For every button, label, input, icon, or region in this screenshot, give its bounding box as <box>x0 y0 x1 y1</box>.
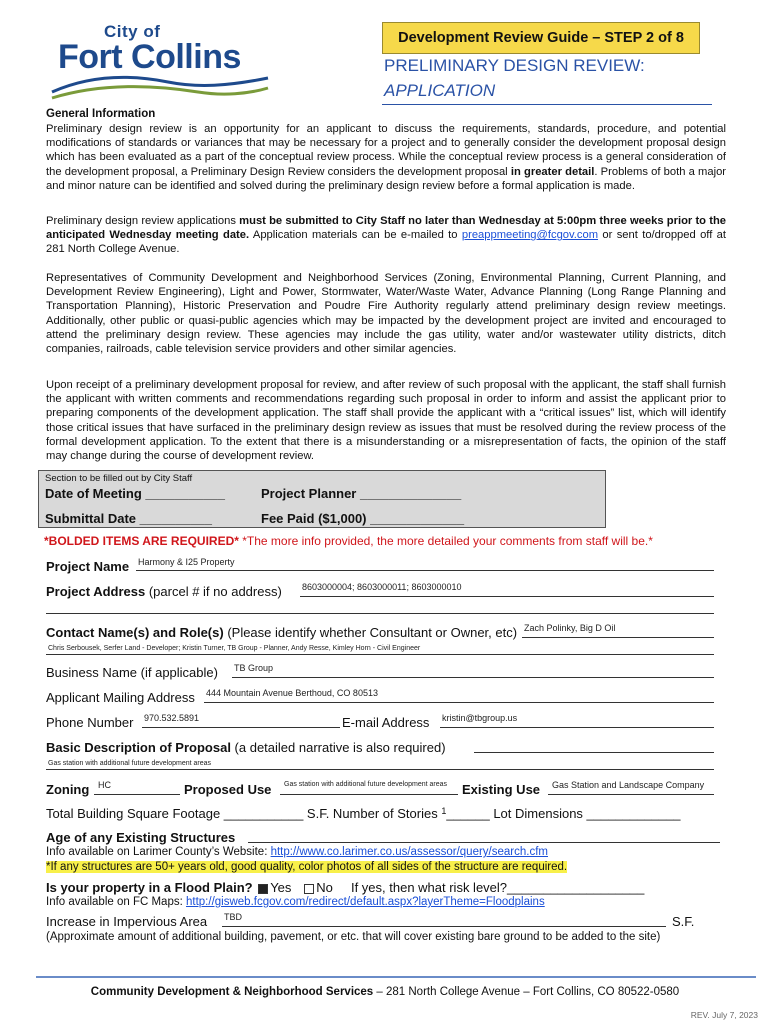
page-title: PRELIMINARY DESIGN REVIEW: <box>384 56 645 75</box>
basic-description-label: Basic Description of Proposal (a detailed narrative is also required) <box>46 740 446 755</box>
zoning-line <box>94 794 180 795</box>
email-line <box>440 727 714 728</box>
staff-note: Section to be filled out by City Staff <box>45 473 193 484</box>
project-name-line <box>136 570 714 571</box>
revision-date: REV. July 7, 2023 <box>690 1010 758 1020</box>
contact-input[interactable]: Zach Polinky, Big D Oil <box>524 623 616 633</box>
impervious-input[interactable]: TBD <box>224 912 242 922</box>
flood-risk-field[interactable]: If yes, then what risk level?___________________ <box>350 880 645 895</box>
project-address-input[interactable]: 8603000004; 8603000011; 8603000010 <box>302 582 462 592</box>
zoning-label: Zoning <box>46 782 90 797</box>
staff-section <box>38 470 606 528</box>
impervious-unit: S.F. <box>672 914 695 929</box>
proposed-use-line <box>280 794 458 795</box>
business-line <box>232 677 714 678</box>
contact-line-2 <box>46 654 714 655</box>
project-address-line-2 <box>46 613 714 614</box>
footer-address: Community Development & Neighborhood Services – 281 North College Avenue – Fort Collins, CO 80522-0580 <box>90 986 680 998</box>
preapp-email-link[interactable]: preappmeeting@fcgov.com <box>461 229 599 242</box>
project-address-label: Project Address (parcel # if no address) <box>46 584 282 599</box>
existing-use-line <box>548 794 714 795</box>
paragraph-intro: Preliminary design review is an opportunity for an applicant to discuss the requirements, standards, procedure, and potential modifications of standards or variances that may be necessary for a project and to generally consider the development proposal design which has been evaluated as a part of the conceptual review process. While the conceptual review process is a general consideration of the development proposal, a Preliminary Design Review considers the development proposal in greater detail. Problems of both a major and minor nature can be identified and solved during the preliminary design review before a formal application is made. <box>46 123 727 192</box>
email-label: E-mail Address <box>342 715 430 730</box>
paragraph-submission: Preliminary design review applications must be submitted to City Staff no later than Wednesday at 5:00pm three weeks prior to the anticipated Wednesday meeting date. Application materials can be e-mailed to preappmeeting@fcgov.com or sent to/dropped off at 281 North College Avenue. <box>46 215 727 256</box>
basic-description-line <box>474 752 714 753</box>
age-label: Age of any Existing Structures <box>46 830 236 845</box>
fcmaps-link[interactable]: http://gisweb.fcgov.com/redirect/default.aspx?layerTheme=Floodplains <box>186 896 545 908</box>
paragraph-representatives: Representatives of Community Development and Neighborhood Services (Zoning, Environmental Planning, Current Planning, and Development Review Engineering), Light and Power, Stormwater, Water/Waste Water, Advance Planning (Long Range Planning and Transportation Planning), Historic Preservation and Poudre Fire Authority regularly attend preliminary design review meetings. Additionally, other public or quasi-public agencies which may be impacted by the development project are invited and encouraged to attend the preliminary design review. These agencies may include the gas utility, water and/or wastewater utility districts, ditch companies, railroads, cable television service providers and other similar agencies. <box>46 272 726 356</box>
mountain-swoosh-icon <box>48 70 273 100</box>
step-badge: Development Review Guide – STEP 2 of 8 <box>382 22 700 54</box>
flood-no-checkbox[interactable] <box>304 884 314 894</box>
paragraph-review-process: Upon receipt of a preliminary development proposal for review, and after review of such proposal with the applicant, the staff shall furnish the applicant with written comments and recommendations regarding such proposal in order to inform and assist the applicant prior to preparing components of the development application. The staff shall provide the applicant with a “critical issues” list, which will identify those critical issues that have surfaced in the preliminary design review as issues that must be resolved during the review process of the formal development application. To the extent that there is a misunderstanding or a misrepresentation of facts, the opinion of the staff may change during the course of development review. <box>46 379 726 463</box>
mailing-label: Applicant Mailing Address <box>46 690 195 705</box>
logo-city-of: City of <box>104 22 161 41</box>
existing-use-label: Existing Use <box>462 782 541 797</box>
proposed-use-input[interactable]: Gas station with additional future development areas <box>284 781 448 788</box>
email-input[interactable]: kristin@tbgroup.us <box>442 713 518 723</box>
impervious-line <box>222 926 666 927</box>
basic-description-line-2 <box>46 769 714 770</box>
project-address-line <box>300 596 714 597</box>
stories-input[interactable]: 1 <box>441 806 447 816</box>
required-notice: *BOLDED ITEMS ARE REQUIRED* *The more info provided, the more detailed your comments from staff will be.* <box>44 534 653 548</box>
flood-no-label: No <box>316 880 333 895</box>
flood-plain-row: Is your property in a Flood Plain? Yes No If yes, then what risk level?___________________ <box>46 880 645 895</box>
general-info-heading: General Information <box>46 108 156 120</box>
submittal-date-field[interactable]: Submittal Date __________ <box>45 511 212 526</box>
logo-fort-collins: Fort Collins <box>58 38 241 76</box>
phone-line <box>142 727 340 728</box>
date-of-meeting-field[interactable]: Date of Meeting ___________ <box>45 486 225 501</box>
proposed-use-label: Proposed Use <box>184 782 272 797</box>
business-label: Business Name (if applicable) <box>46 665 218 680</box>
photos-note: *If any structures are 50+ years old, good quality, color photos of all sides of the structure are required. <box>46 861 568 873</box>
phone-label: Phone Number <box>46 715 134 730</box>
larimer-link[interactable]: http://www.co.larimer.co.us/assessor/query/search.cfm <box>270 846 548 858</box>
impervious-note: (Approximate amount of additional building, pavement, or etc. that will cover existing bare ground to be added to the site) <box>46 931 661 943</box>
phone-input[interactable]: 970.532.5891 <box>144 713 200 723</box>
age-line <box>248 842 720 843</box>
mailing-input[interactable]: 444 Mountain Avenue Berthoud, CO 80513 <box>206 688 378 698</box>
contact-label: Contact Name(s) and Role(s) (Please identify whether Consultant or Owner, etc) <box>46 625 518 640</box>
contact-additional[interactable]: Chris Serbousek, Serfer Land - Developer; Kristin Turner, TB Group - Planner, Andy Resse, Kimley Horn - Civil Engineer <box>48 645 421 652</box>
flood-yes-checkbox[interactable] <box>258 884 268 894</box>
basic-description-input[interactable]: Gas station with additional future development areas <box>48 760 212 767</box>
fee-paid-field[interactable]: Fee Paid ($1,000) _____________ <box>261 511 465 526</box>
project-name-input[interactable]: Harmony & I25 Property <box>138 557 235 567</box>
fcmaps-info: Info available on FC Maps: http://gisweb.fcgov.com/redirect/default.aspx?layerTheme=Floodplains <box>46 896 545 908</box>
project-planner-field[interactable]: Project Planner ______________ <box>261 486 462 501</box>
mailing-line <box>204 702 714 703</box>
title-rule <box>382 104 712 105</box>
contact-line <box>522 637 714 638</box>
existing-use-input[interactable]: Gas Station and Landscape Company <box>552 780 705 790</box>
flood-yes-label: Yes <box>270 880 292 895</box>
footer-rule <box>36 976 756 978</box>
zoning-input[interactable]: HC <box>98 780 111 790</box>
business-input[interactable]: TB Group <box>234 663 274 673</box>
project-name-label: Project Name <box>46 559 130 574</box>
city-logo <box>48 22 273 102</box>
larimer-info: Info available on Larimer County’s Website: http://www.co.larimer.co.us/assessor/query/search.cfm <box>46 846 548 858</box>
page-subtitle: APPLICATION <box>384 81 496 100</box>
impervious-label: Increase in Impervious Area <box>46 914 208 929</box>
square-footage-row: Total Building Square Footage ___________ S.F. Number of Stories $^1$______ Lot Dimensions _____________ <box>46 806 681 821</box>
